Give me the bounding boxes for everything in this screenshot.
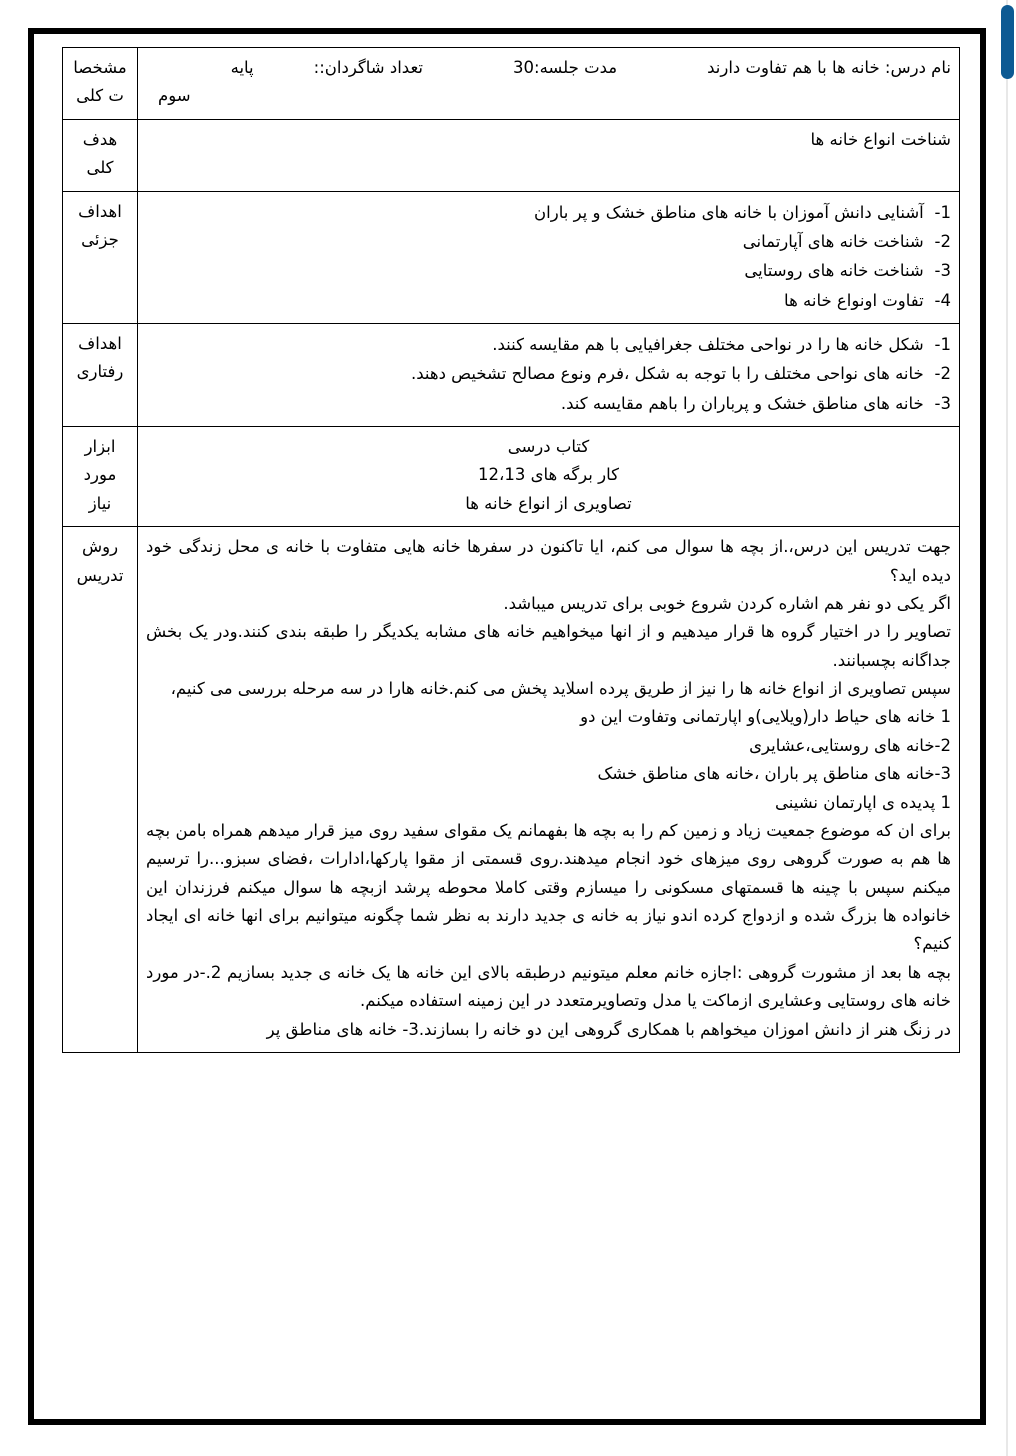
method-step: 1 خانه های حیاط دار(ویلایی)و اپارتمانی وتفاوت این دو	[580, 707, 951, 727]
teaching-method-cell	[138, 527, 960, 1053]
list-item-label: آشنایی دانش آموزان با خانه های مناطق خشک و پر باران	[534, 202, 924, 222]
list-item-number: 3-	[934, 393, 951, 413]
row-label-behavioral-objectives: اهداف رفتاری	[63, 323, 138, 426]
table-row-partial-objectives	[63, 191, 960, 323]
method-step: 3-خانه های مناطق پر باران ،خانه های مناطق خشک	[597, 764, 951, 784]
list-item-number: 2-	[934, 364, 951, 384]
list-item	[146, 256, 951, 285]
list-item-number: 1-	[934, 334, 951, 354]
overall-goal-spacer	[146, 154, 951, 182]
list-item-number: 2-	[934, 231, 951, 251]
method-paragraph: برای ان که موضوع جمعیت زیاد و زمین کم را به بچه ها بفهمانم یک مقوای سفید روی میز قرار میدهم همراه بامن بچه ها هم به صورت گروهی روی میزهای خود انجام میدهند.روی قسمتی از مقوا پارکها،ادارات ،فضای سبزو...را ترسیم میکنم سپس با چینه ها قسمتهای مسکونی را میسازم وقتی کاملا محوطه پرشد ازبچه ها سوال میکنم فرزندان این خانواده ها بزرگ شده و ازدواج کرده اندو نیاز به خانه ی جدید دارند به نظر شما چگونه میتوانیم برای انها خانه ای ایجاد کنیم؟	[146, 820, 951, 954]
partial-objectives-list	[146, 198, 951, 315]
method-paragraph: سپس تصاویری از انواع خانه ها را نیز از طریق پرده اسلاید پخش می کنم.خانه هارا در سه مرحله بررسی می کنیم،	[170, 679, 951, 699]
list-item	[146, 227, 951, 256]
list-item-label: تفاوت اونواع خانه ها	[784, 290, 924, 310]
method-paragraph: اگر یکی دو نفر هم اشاره کردن شروع خوبی برای تدریس میباشد.	[503, 593, 951, 613]
tool-item: تصاویری از انواع خانه ها	[465, 493, 632, 513]
overall-goal-text: شناخت انواع خانه ها	[810, 129, 951, 149]
behavioral-objectives-list	[146, 330, 951, 418]
list-item-label: شناخت خانه های آپارتمانی	[742, 231, 924, 251]
method-step: 2-خانه های روستایی،عشایری	[749, 735, 951, 755]
scrollbar-track-line	[1006, 0, 1008, 1456]
row-label-overall-goal: هدف کلی	[63, 119, 138, 191]
list-item-number: 4-	[934, 290, 951, 310]
behavioral-objectives-cell	[138, 323, 960, 426]
method-paragraph: بچه ها بعد از مشورت گروهی :اجازه خانم معلم میتونیم درطبقه بالای این خانه ها یک خانه ی جدید بسازیم 2.-در مورد خانه های روستایی وعشایری ازماکت یا مدل وتصاویرمتعدد در این زمینه استفاده میکنم.	[146, 962, 951, 1011]
list-item	[146, 286, 951, 315]
method-paragraph: تصاویر را در اختیار گروه ها قرار میدهیم و از انها میخواهیم خانه های مشابه یکدیگر را طبقه بندی کنند.ودر یک بخش جداگانه بچسبانند.	[146, 622, 951, 670]
general-info-cell	[138, 48, 960, 120]
vertical-scrollbar[interactable]	[1000, 0, 1014, 1456]
table-row-behavioral-objectives	[63, 323, 960, 426]
row-label-required-tools: ابزار مورد نیاز	[63, 427, 138, 527]
overall-goal-cell	[138, 119, 960, 191]
lesson-name-field: نام درس: خانه ها با هم تفاوت دارند	[707, 58, 951, 77]
table-row-required-tools	[63, 427, 960, 527]
page-border-frame	[28, 28, 986, 1425]
row-label-general-info: مشخصات کلی	[63, 48, 138, 120]
table-row-teaching-method	[63, 527, 960, 1053]
list-item-label: خانه های نواحی مختلف را با توجه به شکل ،فرم ونوع مصالح تشخیص دهند.	[410, 364, 924, 384]
method-paragraph: جهت تدریس این درس،.از بچه ها سوال می کنم، ایا تاکنون در سفرها خانه هایی متفاوت با خانه ی محل زندگی خود دیده اید؟	[146, 537, 951, 585]
lesson-plan-table	[62, 47, 960, 1053]
list-item	[146, 330, 951, 359]
student-count-field: تعداد شاگردان::	[313, 58, 424, 77]
row-label-teaching-method: روش تدریس	[63, 527, 138, 1053]
list-item-number: 1-	[934, 202, 951, 222]
grade-label: پایه	[230, 58, 254, 77]
scrollbar-thumb[interactable]	[1001, 5, 1014, 79]
list-item-number: 3-	[934, 261, 951, 281]
list-item	[146, 389, 951, 418]
method-step: 1 پدیده ی اپارتمان نشینی	[774, 792, 951, 812]
tool-item: کار برگه های 12،13	[478, 465, 619, 485]
grade-value: سوم	[158, 86, 191, 106]
partial-objectives-cell	[138, 191, 960, 323]
general-info-line	[146, 54, 951, 82]
list-item-label: خانه های مناطق خشک و پرباران را باهم مقایسه کند.	[560, 393, 924, 413]
list-item	[146, 198, 951, 227]
list-item-label: شکل خانه ها را در نواحی مختلف جغرافیایی با هم مقایسه کنند.	[492, 334, 924, 354]
tool-item: کتاب درسی	[507, 437, 590, 457]
method-paragraph: در زنگ هنر از دانش اموزان میخواهم با همکاری گروهی این دو خانه را بسازند.3- خانه های مناطق پر	[266, 1019, 951, 1039]
session-duration-field: مدت جلسه:30	[513, 58, 618, 77]
table-row-general-info	[63, 48, 960, 120]
table-row-overall-goal	[63, 119, 960, 191]
list-item	[146, 359, 951, 388]
required-tools-cell	[138, 427, 960, 527]
list-item-label: شناخت خانه های روستایی	[744, 261, 924, 281]
row-label-partial-objectives: اهداف جزئی	[63, 191, 138, 323]
